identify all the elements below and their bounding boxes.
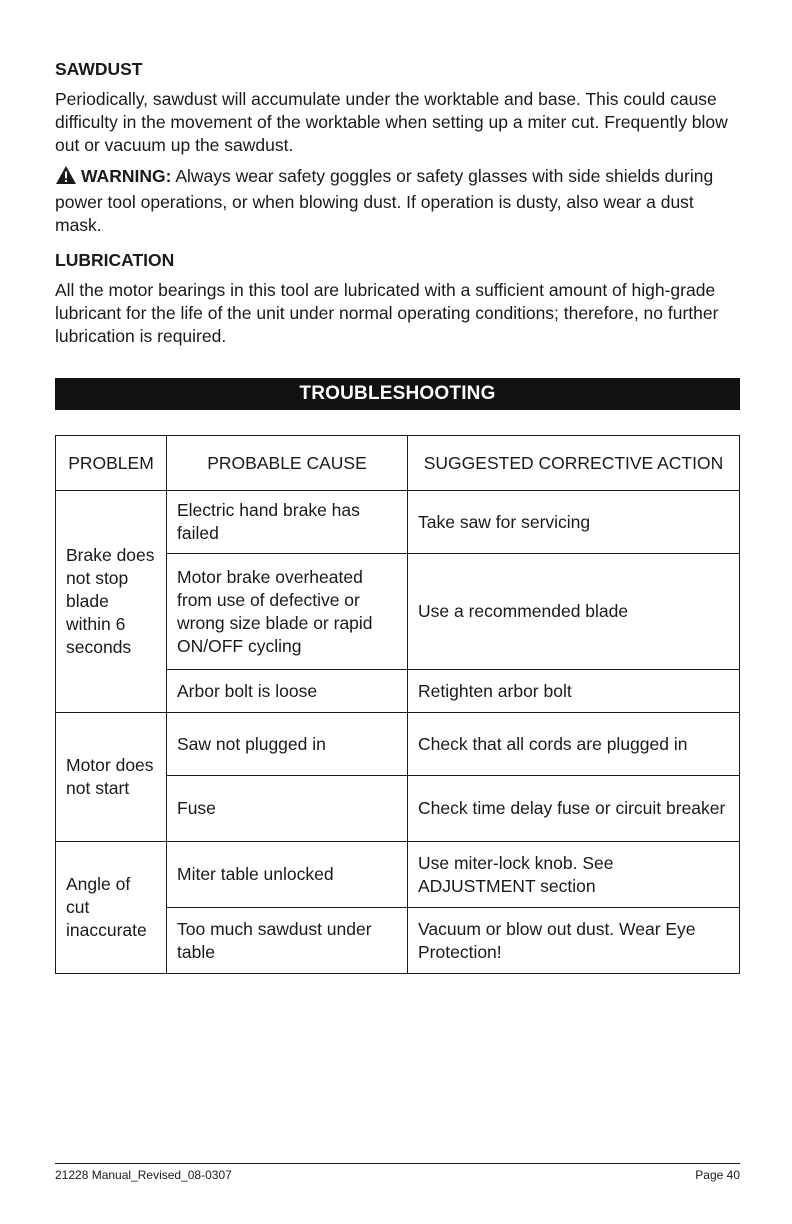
cause-cell: Motor brake overheated from use of defective or wrong size blade or rapid ON/OFF cycling xyxy=(167,554,408,670)
action-cell: Use a recommended blade xyxy=(408,554,740,670)
table-header-row xyxy=(56,436,740,491)
cause-cell: Fuse xyxy=(167,776,408,842)
warning-triangle-icon xyxy=(55,165,77,191)
table-row xyxy=(56,491,740,554)
action-cell: Use miter-lock knob. See ADJUSTMENT section xyxy=(408,842,740,908)
page-content xyxy=(55,58,740,348)
sawdust-body: Periodically, sawdust will accumulate under the worktable and base. This could cause difficulty in the movement of the worktable when setting up a miter cut. Frequently blow out or vacuum up the sawdust. xyxy=(55,89,728,155)
header-action: SUGGESTED CORRECTIVE ACTION xyxy=(408,436,740,491)
cause-cell: Saw not plugged in xyxy=(167,713,408,776)
warning-paragraph xyxy=(55,165,740,237)
action-cell: Take saw for servicing xyxy=(408,491,740,554)
problem-cell: Angle of cut inaccurate xyxy=(56,842,167,974)
action-cell: Check that all cords are plugged in xyxy=(408,713,740,776)
table-row xyxy=(56,713,740,776)
cause-cell: Electric hand brake has failed xyxy=(167,491,408,554)
warning-text: Always wear safety goggles or safety glasses with side shields during power tool operations, or when blowing dust. If operation is dusty, also wear a dust mask. xyxy=(55,166,714,235)
page-footer xyxy=(55,1163,740,1182)
troubleshooting-table xyxy=(55,435,740,974)
footer-page-number: Page 40 xyxy=(695,1168,740,1182)
problem-cell: Motor does not start xyxy=(56,713,167,842)
action-cell: Check time delay fuse or circuit breaker xyxy=(408,776,740,842)
footer-document-id: 21228 Manual_Revised_08-0307 xyxy=(55,1168,232,1182)
table-row xyxy=(56,842,740,908)
warning-label: WARNING: xyxy=(81,166,172,186)
troubleshooting-banner: TROUBLESHOOTING xyxy=(55,378,740,410)
problem-cell: Brake does not stop blade within 6 seconds xyxy=(56,491,167,713)
sawdust-heading: SAWDUST xyxy=(55,59,143,79)
cause-cell: Arbor bolt is loose xyxy=(167,670,408,713)
lubrication-heading: LUBRICATION xyxy=(55,250,175,270)
cause-cell: Too much sawdust under table xyxy=(167,908,408,974)
header-cause: PROBABLE CAUSE xyxy=(167,436,408,491)
cause-cell: Miter table unlocked xyxy=(167,842,408,908)
lubrication-body: All the motor bearings in this tool are lubricated with a sufficient amount of high-grade lubricant for the life of the unit under normal operating conditions; therefore, no further lubrication is required. xyxy=(55,280,719,346)
header-problem: PROBLEM xyxy=(56,436,167,491)
action-cell: Retighten arbor bolt xyxy=(408,670,740,713)
action-cell: Vacuum or blow out dust. Wear Eye Protection! xyxy=(408,908,740,974)
